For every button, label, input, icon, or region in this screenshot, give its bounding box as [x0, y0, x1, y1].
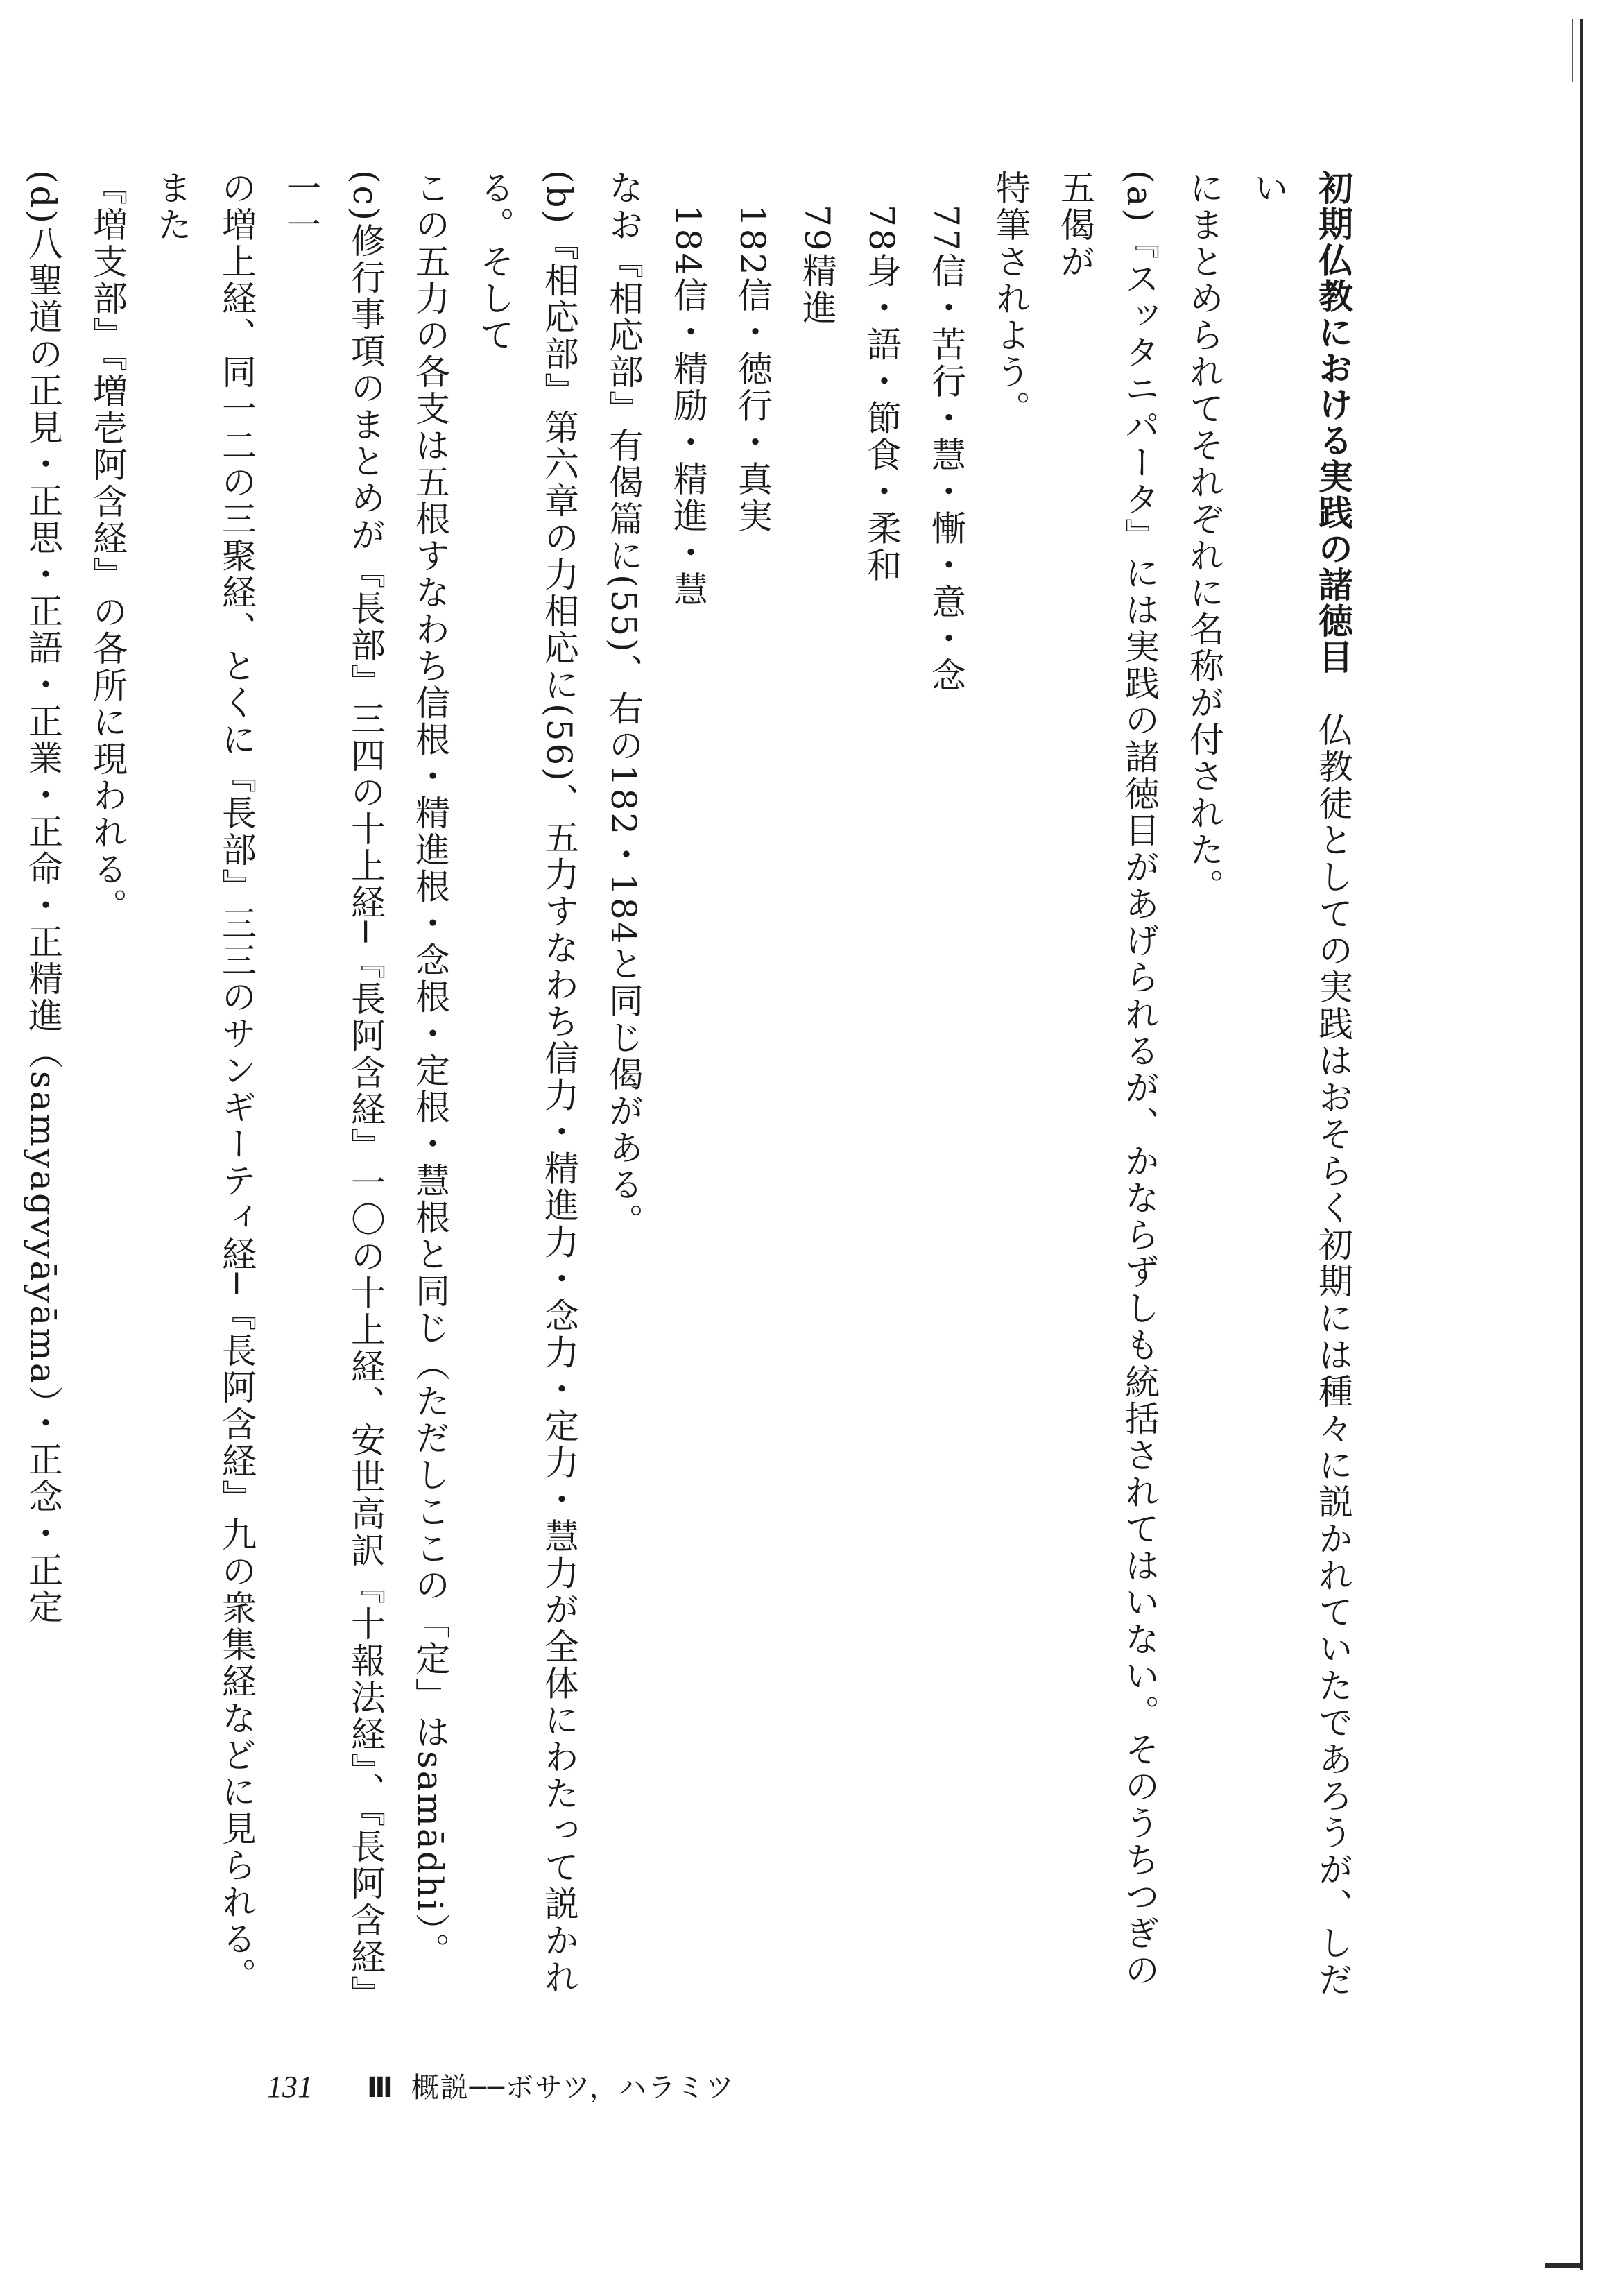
page-edge-corner [1545, 2263, 1583, 2268]
text-line: (b)『相応部』第六章の力相応に(56)、五力すなわち信力・精進力・念力・定力・慧力が全体にわたって説かれる。そして [474, 170, 579, 1996]
text-line: にまとめられてそれぞれに名称が付された。 [1184, 170, 1224, 905]
vertical-body-text [23, 170, 1365, 2015]
text-line: なお『相応部』有偈篇に(55)、右の182・184と同じ偈がある。 [603, 170, 644, 1240]
verse-line: 184信・精励・精進・慧 [668, 205, 708, 608]
verse-line: 79精進 [797, 205, 837, 327]
running-title: 概説──ボサツ，ハラミツ [411, 2072, 735, 2104]
text-line: この五力の各支は五根すなわち信根・精進根・念根・定根・慧根と同じ（ただしここの「定」はsamādhi）。 [410, 170, 450, 1969]
text-line [1236, 170, 1365, 2015]
text-line: 特筆されよう。 [990, 170, 1031, 427]
verse-line: 77信・苦行・慧・慚・意・念 [926, 205, 966, 694]
page-footer [267, 2066, 735, 2105]
page-edge-line [1580, 19, 1583, 2270]
paragraph-text: 仏教徒としての実践はおそらく初期には種々に説かれていたであろうが、しだい [1248, 170, 1353, 1998]
text-line: 『増支部』『増壱阿含経』の各所に現われる。 [87, 170, 128, 925]
page-number: 131 [267, 2070, 313, 2104]
text-line: の増上経、同一二の三聚経、とくに『長部』三三のサンギーティ経─『長阿含経』九の衆集経などに見られる。また [152, 170, 257, 1995]
chapter-numeral: Ⅲ [367, 2072, 393, 2104]
text-line: (a)『スッタニパータ』には実践の諸徳目があげられるが、かならずしも統括されてはいない。そのうちつぎの五偈が [1055, 170, 1160, 1989]
verse-line: 78身・語・節食・柔和 [861, 205, 902, 584]
verse-line: 182信・徳行・真実 [732, 205, 773, 535]
text-line: (d)八聖道の正見・正思・正語・正業・正命・正精進（samyagvyāyāma）・正念・正定 [23, 170, 63, 1626]
page-edge-mark [1572, 19, 1573, 82]
section-heading: 初期仏教における実践の諸徳目 [1313, 170, 1353, 675]
text-line: (c)修行事項のまとめが『長部』三四の十上経─『長阿含経』一〇の十上経、安世高訳『十報法経』、『長阿含経』一一 [281, 170, 386, 2013]
